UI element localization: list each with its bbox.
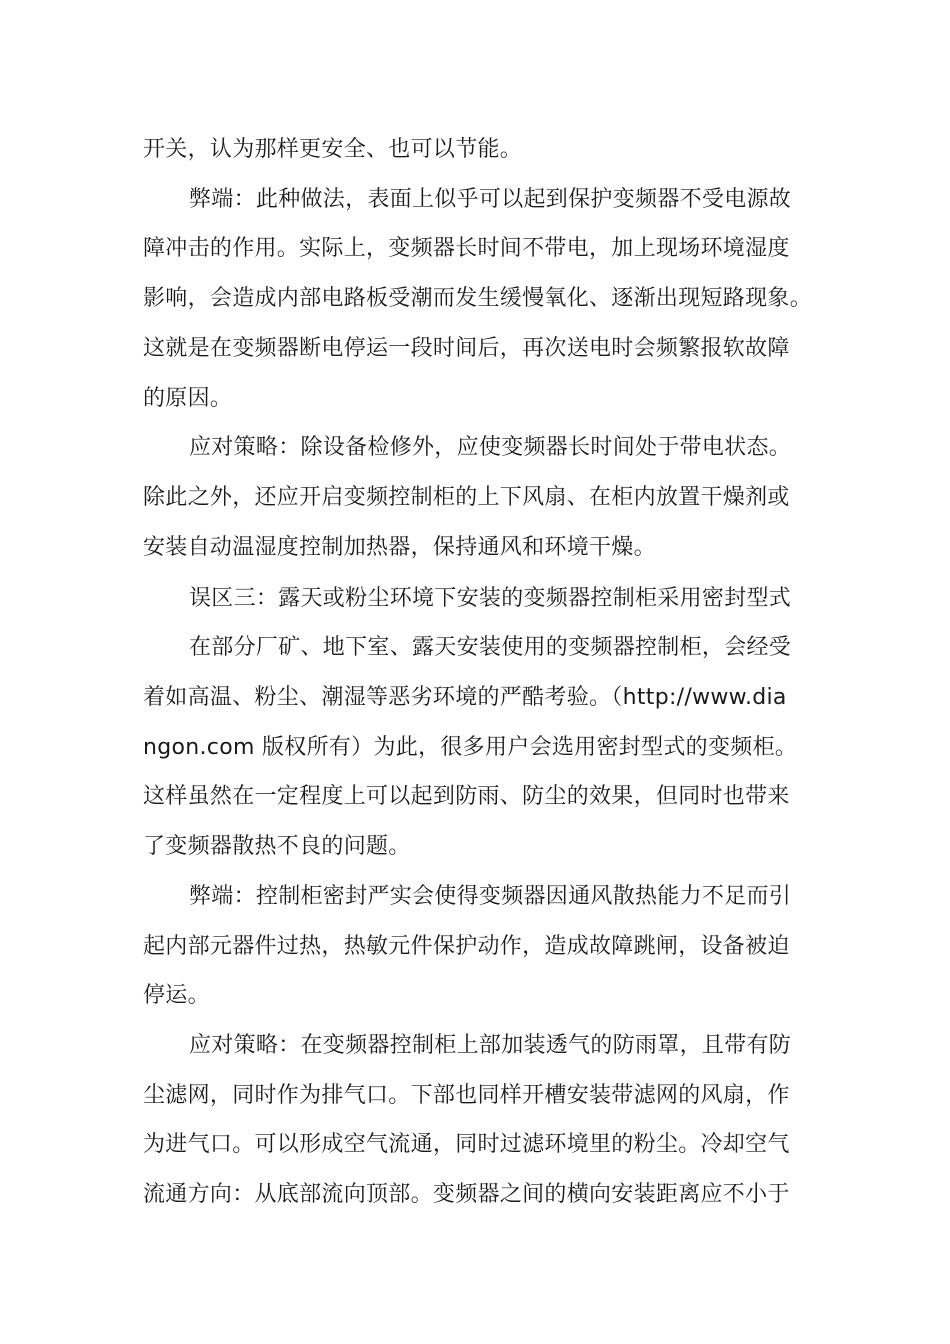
text-line: 开关，认为那样更安全、也可以节能。 [143,137,523,162]
text-line: 的原因。 [143,386,233,411]
text-line: ngon.com 版权所有）为此，很多用户会选用密封型式的变频柜。 [143,735,798,760]
text-line: 在部分厂矿、地下室、露天安装使用的变频器控制柜，会经受 [189,635,792,660]
text-line: 安装自动温湿度控制加热器，保持通风和环境干燥。 [143,535,656,560]
text-line: 这样虽然在一定程度上可以起到防雨、防尘的效果，但同时也带来 [143,784,790,809]
text-line: 弊端：此种做法，表面上似乎可以起到保护变频器不受电源故 [189,187,792,212]
text-line: 停运。 [143,983,210,1008]
text-line: 起内部元器件过热，热敏元件保护动作，造成故障跳闸，设备被迫 [143,934,790,959]
text-line: 影响，会造成内部电路板受潮而发生缓慢氧化、逐渐出现短路现象。 [143,286,813,311]
text-line: 应对策略：除设备检修外，应使变频器长时间处于带电状态。 [189,435,792,460]
text-line: 除此之外，还应开启变频控制柜的上下风扇、在柜内放置干燥剂或 [143,485,790,510]
text-line: 流通方向：从底部流向顶部。变频器之间的横向安装距离应不小于 [143,1182,790,1207]
text-line: 弊端：控制柜密封严实会使得变频器因通风散热能力不足而引 [189,884,792,909]
text-line: 障冲击的作用。实际上，变频器长时间不带电，加上现场环境湿度 [143,236,790,261]
text-line: 应对策略：在变频器控制柜上部加装透气的防雨罩，且带有防 [189,1033,792,1058]
text-line: 着如高温、粉尘、潮湿等恶劣环境的严酷考验。（http://www.dia [143,685,787,710]
text-line: 了变频器散热不良的问题。 [143,834,411,859]
text-line: 这就是在变频器断电停运一段时间后，再次送电时会频繁报软故障 [143,336,790,361]
text-line: 为进气口。可以形成空气流通，同时过滤环境里的粉尘。冷却空气 [143,1132,790,1157]
text-line: 尘滤网，同时作为排气口。下部也同样开槽安装带滤网的风扇，作 [143,1083,790,1108]
section-heading: 误区三：露天或粉尘环境下安装的变频器控制柜采用密封型式 [189,586,792,611]
